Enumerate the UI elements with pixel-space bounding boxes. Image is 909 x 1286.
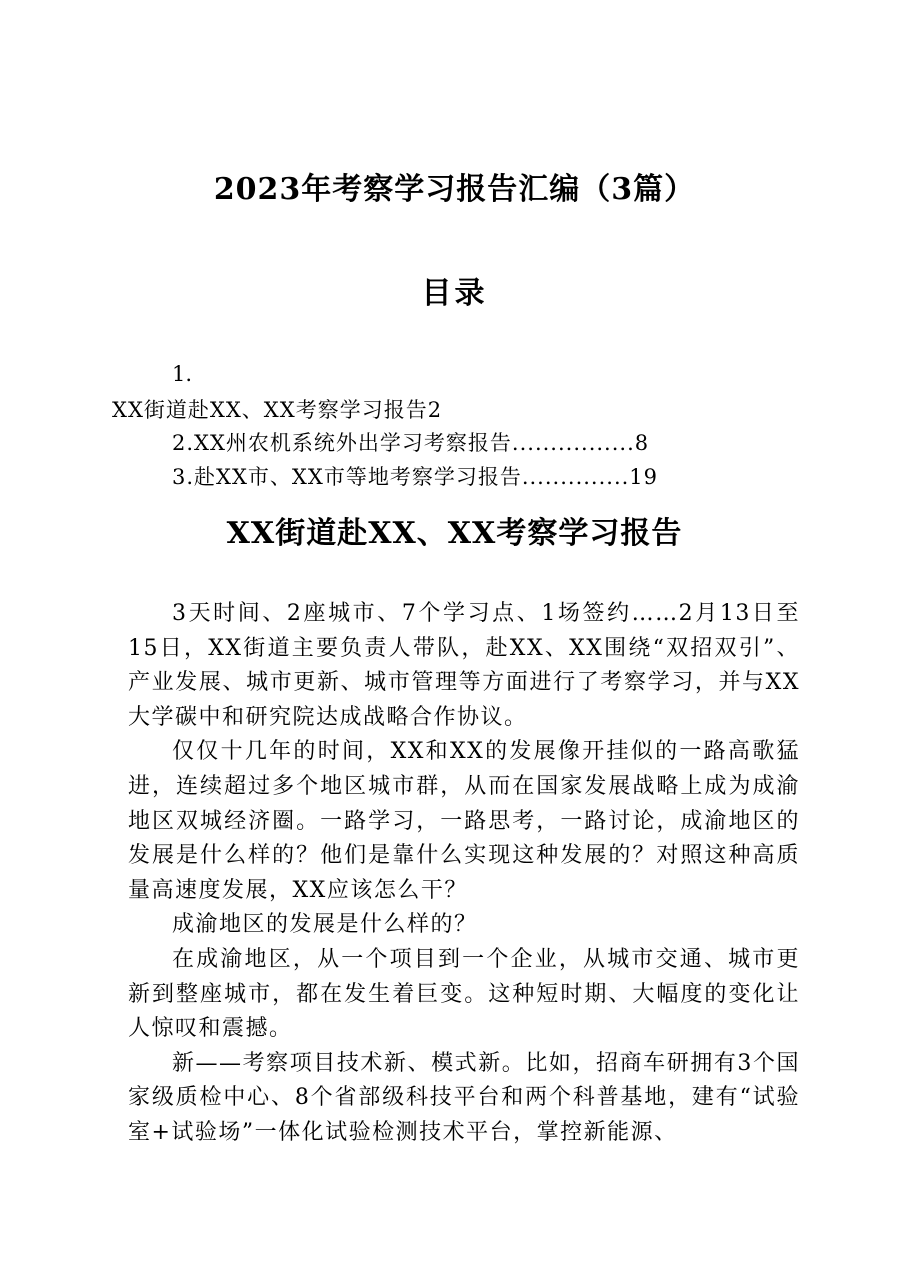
toc-item-2[interactable]: 2.XX州农机系统外出学习考察报告................8 xyxy=(172,431,650,455)
paragraph: 在成渝地区，从一个项目到一个企业，从城市交通、城市更新到整座城市，都在发生着巨变。这种短时期、大幅度的变化让人惊叹和震撼。 xyxy=(128,946,800,1042)
document-title: 2023年考察学习报告汇编（3篇） xyxy=(213,172,696,207)
section-title: XX街道赴XX、XX考察学习报告 xyxy=(226,516,683,551)
toc-item-1[interactable]: XX街道赴XX、XX考察学习报告2 xyxy=(112,398,443,422)
toc-heading: 目录 xyxy=(421,276,488,311)
paragraph: 仅仅十几年的时间，XX和XX的发展像开挂似的一路高歌猛进，连续超过多个地区城市群，从而在国家发展战略上成为成渝地区双城经济圈。一路学习，一路思考，一路讨论，成渝地区的发展是什么样的？他们是靠什么实现这种发展的？对照这种高质量高速度发展，XX应该怎么干？ xyxy=(128,739,800,903)
paragraph: 3天时间、2座城市、7个学习点、1场签约……2月13日至15日，XX街道主要负责人带队，赴XX、XX围绕“双招双引”、产业发展、城市更新、城市管理等方面进行了考察学习，并与XX大学碳中和研究院达成战略合作协议。 xyxy=(128,601,800,730)
body-text xyxy=(128,597,800,1151)
toc-item-1-number[interactable]: 1. xyxy=(172,362,193,386)
toc-item-3[interactable]: 3.赴XX市、XX市等地考察学习报告..............19 xyxy=(172,465,659,489)
paragraph: 新——考察项目技术新、模式新。比如，招商车研拥有3个国家级质检中心、8个省部级科技平台和两个科普基地，建有“试验室+试验场”一体化试验检测技术平台，掌控新能源、 xyxy=(128,1050,800,1145)
paragraph: 成渝地区的发展是什么样的？ xyxy=(172,912,478,938)
